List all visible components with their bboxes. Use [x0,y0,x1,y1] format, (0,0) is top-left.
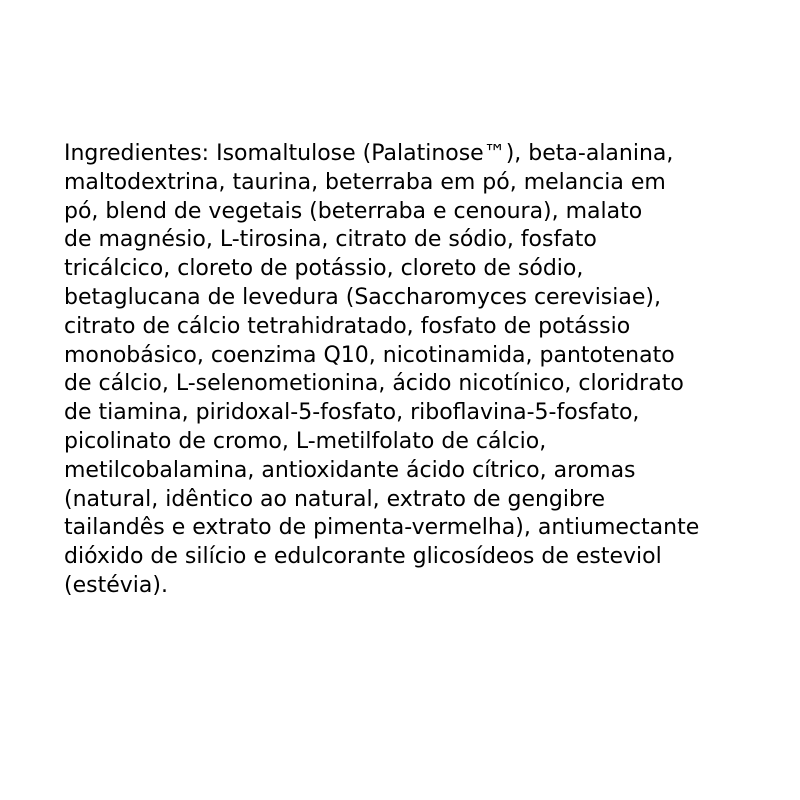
ingredients-line: metilcobalamina, antioxidante ácido cítrico, aromas [64,457,636,483]
ingredients-line: tailandês e extrato de pimenta-vermelha), antiumectante [64,515,700,541]
ingredients-line: pó, blend de vegetais (beterraba e cenoura), malato [64,198,643,224]
ingredients-line: betaglucana de levedura (Saccharomyces cerevisiae), [64,284,661,310]
ingredients-line: tricálcico, cloreto de potássio, cloreto de sódio, [64,256,584,282]
ingredients-line: maltodextrina, taurina, beterraba em pó, melancia em [64,169,666,195]
ingredients-line: citrato de cálcio tetrahidratado, fosfato de potássio [64,313,631,339]
ingredients-line: de magnésio, L-tirosina, citrato de sódio, fosfato [64,227,597,253]
ingredients-line: de cálcio, L-selenometionina, ácido nicotínico, cloridrato [64,371,684,397]
ingredients-line: picolinato de cromo, L-metilfolato de cálcio, [64,428,547,454]
ingredients-line: monobásico, coenzima Q10, nicotinamida, pantotenato [64,342,675,368]
ingredients-line: dióxido de silício e edulcorante glicosídeos de esteviol [64,544,662,570]
ingredients-text [64,140,784,601]
ingredients-line: Ingredientes: Isomaltulose (Palatinose™), beta-alanina, [64,141,674,166]
ingredients-line: de tiamina, piridoxal-5-fosfato, riboflavina-5-fosfato, [64,400,640,426]
ingredients-line: (natural, idêntico ao natural, extrato de gengibre [64,486,606,512]
ingredients-line: (estévia). [64,572,168,598]
